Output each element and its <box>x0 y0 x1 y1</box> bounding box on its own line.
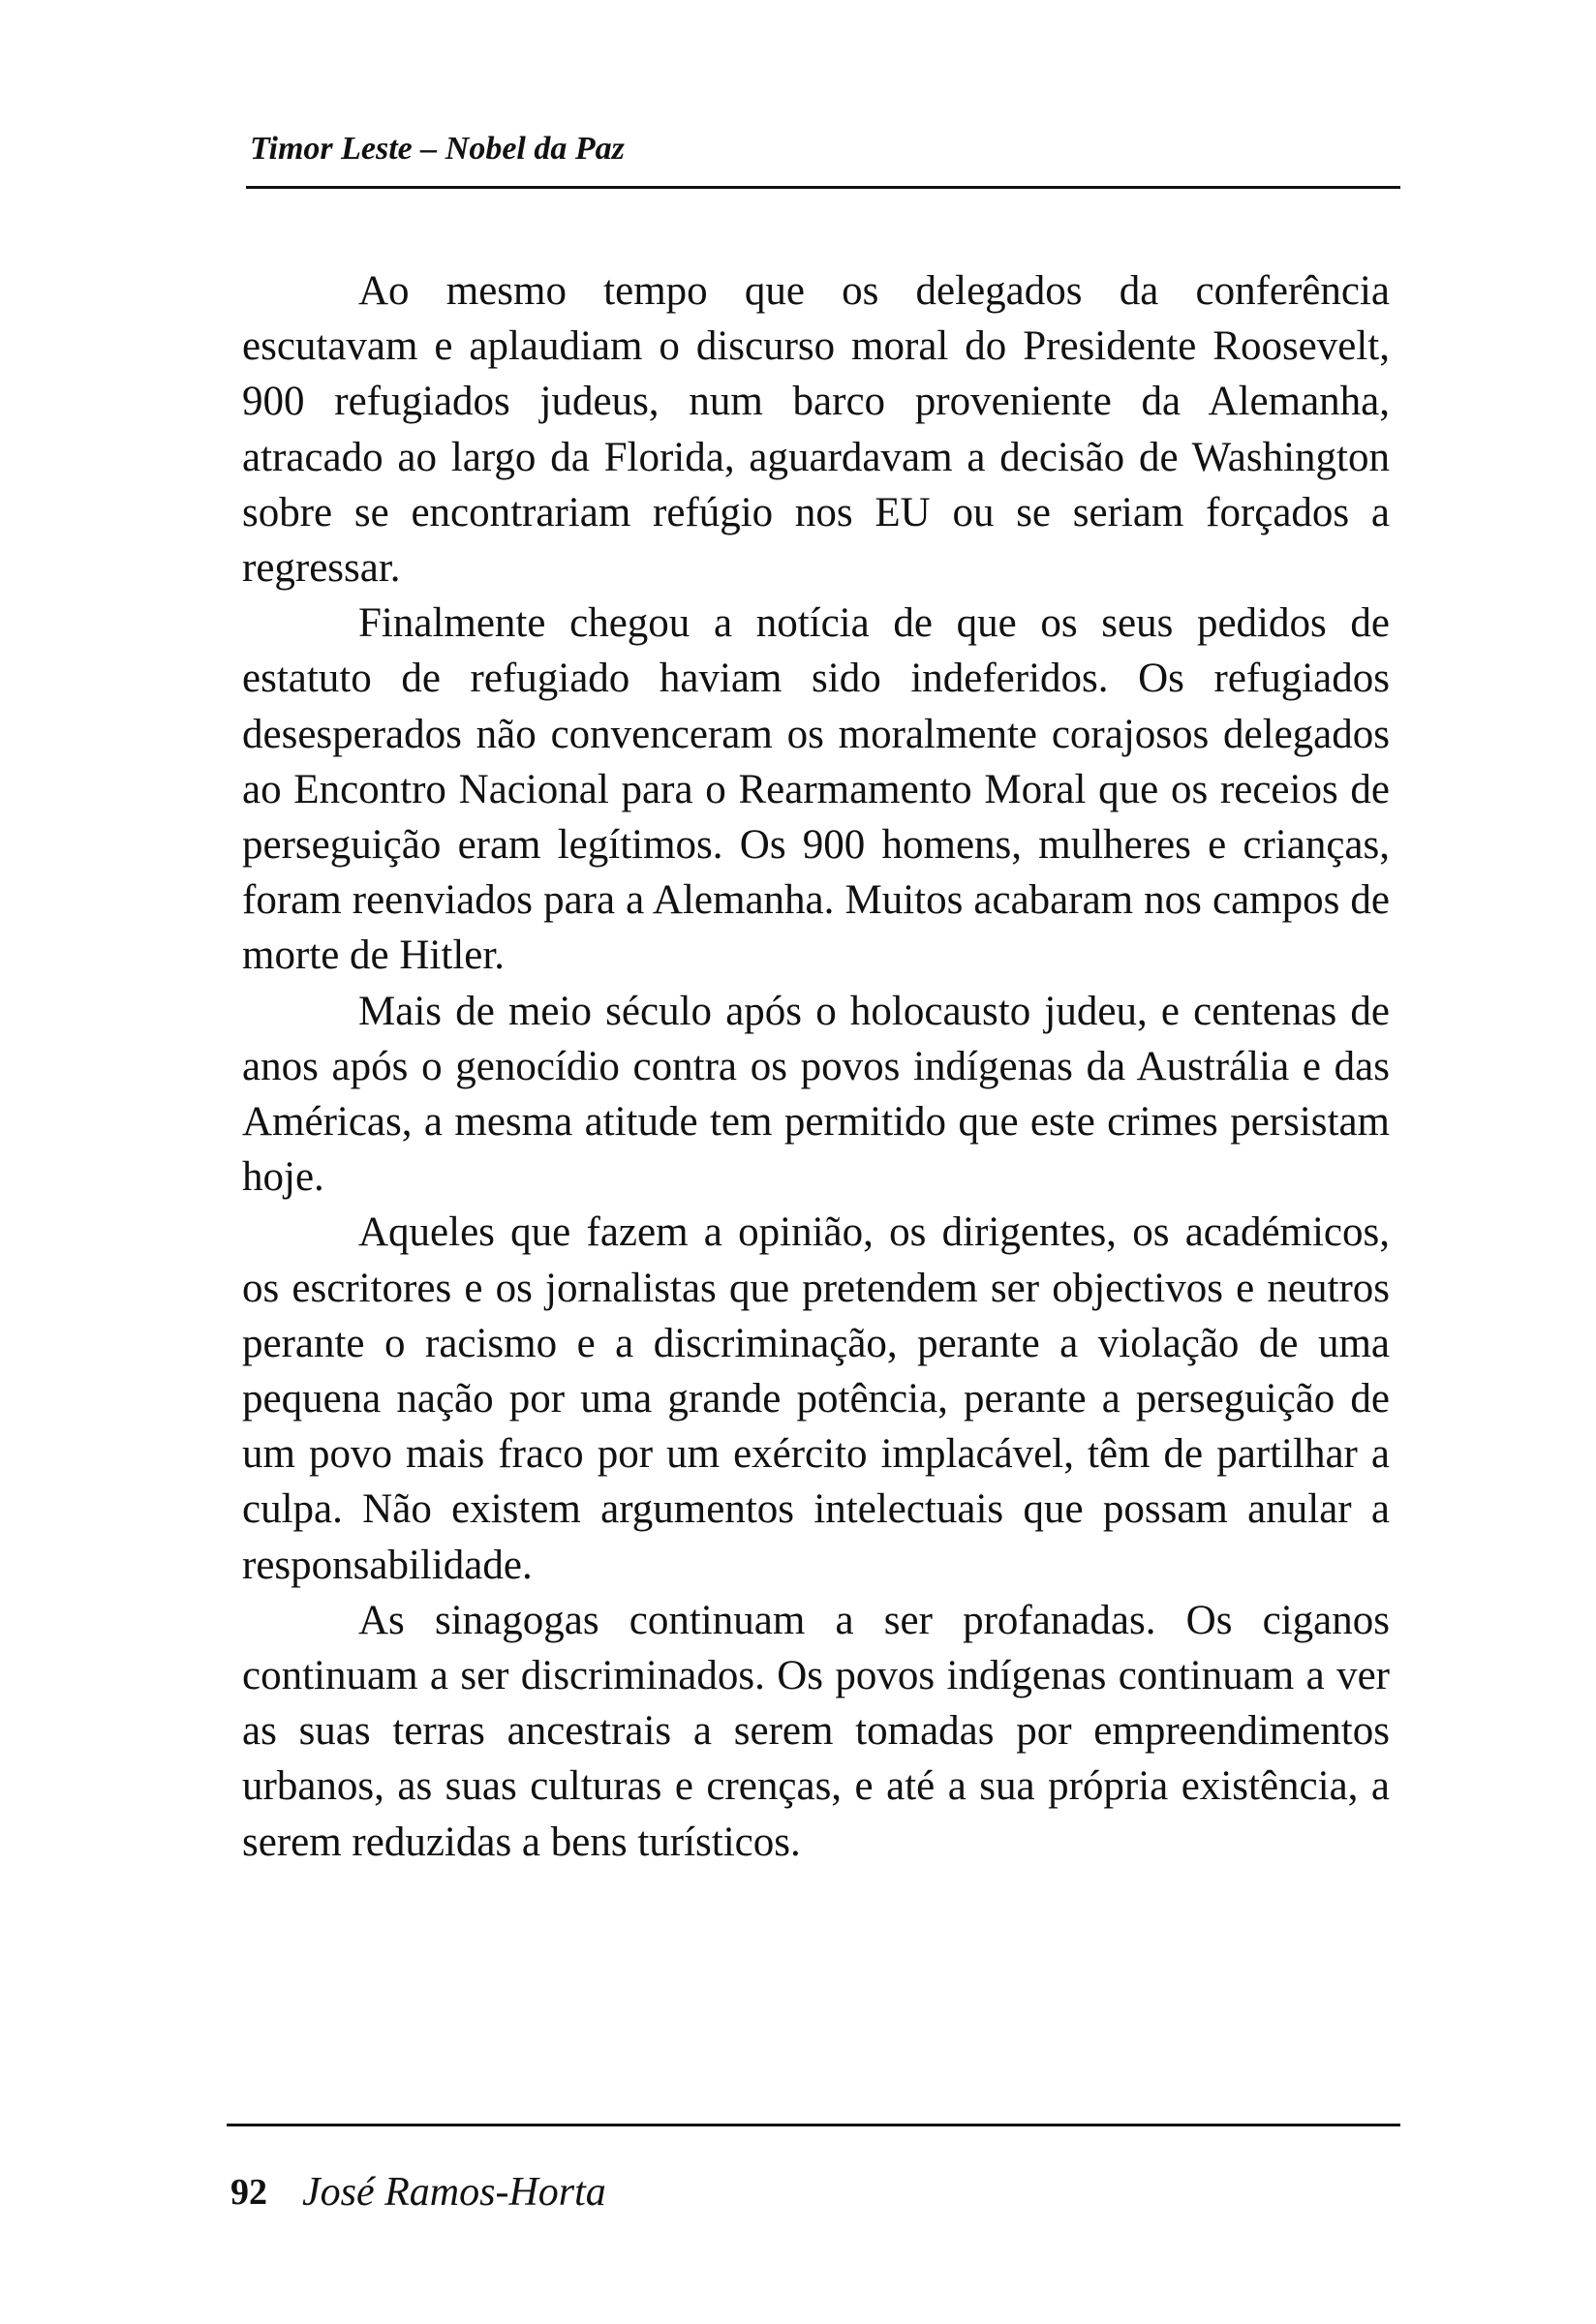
paragraph: Ao mesmo tempo que os delegados da conferência escutavam e aplaudiam o discurso moral do Presidente Roosevelt, 900 refugiados judeus, num barco proveniente da Alemanha, atracado ao largo da Florida, aguardavam a decisão de Washington sobre se encontrariam refúgio nos EU ou se seriam forçados a regressar. <box>242 268 1390 592</box>
running-title: Timor Leste – Nobel da Paz <box>250 131 625 167</box>
paragraph: As sinagogas continuam a ser profanadas. Os ciganos continuam a ser discriminados. Os povos indígenas continuam a ver as suas terras ancestrais a serem tomadas por empreendimentos urbanos, as suas culturas e crenças, e até a sua própria existência, a serem reduzidas a bens turísticos. <box>242 1597 1390 1865</box>
page-number: 92 <box>230 2172 267 2213</box>
paragraph: Aqueles que fazem a opinião, os dirigentes, os académicos, os escritores e os jornalistas que pretendem ser objectivos e neutros perante o racismo e a discriminação, perante a violação de uma pequena nação por uma grande potência, perante a perseguição de um povo mais fraco por um exército implacável, têm de partilhar a culpa. Não existem argumentos intelectuais que possam anular a responsabilidade. <box>242 1209 1390 1588</box>
footer-author: José Ramos-Horta <box>302 2170 606 2215</box>
paragraph: Finalmente chegou a notícia de que os seus pedidos de estatuto de refugiado haviam sido indeferidos. Os refugiados desesperados não convenceram os moralmente corajosos delegados ao Encontro Nacional para o Rearmamento Moral que os receios de perseguição eram legítimos. Os 900 homens, mulheres e crianças, foram reenviados para a Alemanha. Muitos acabaram nos campos de morte de Hitler. <box>242 600 1390 979</box>
header-rule <box>246 186 1400 189</box>
paragraph: Mais de meio século após o holocausto judeu, e centenas de anos após o genocídio contra os povos indígenas da Austrália e das Américas, a mesma atitude tem permitido que este crimes persistam hoje. <box>242 988 1390 1201</box>
body-text <box>242 263 1390 1870</box>
footer-rule <box>227 2124 1400 2126</box>
